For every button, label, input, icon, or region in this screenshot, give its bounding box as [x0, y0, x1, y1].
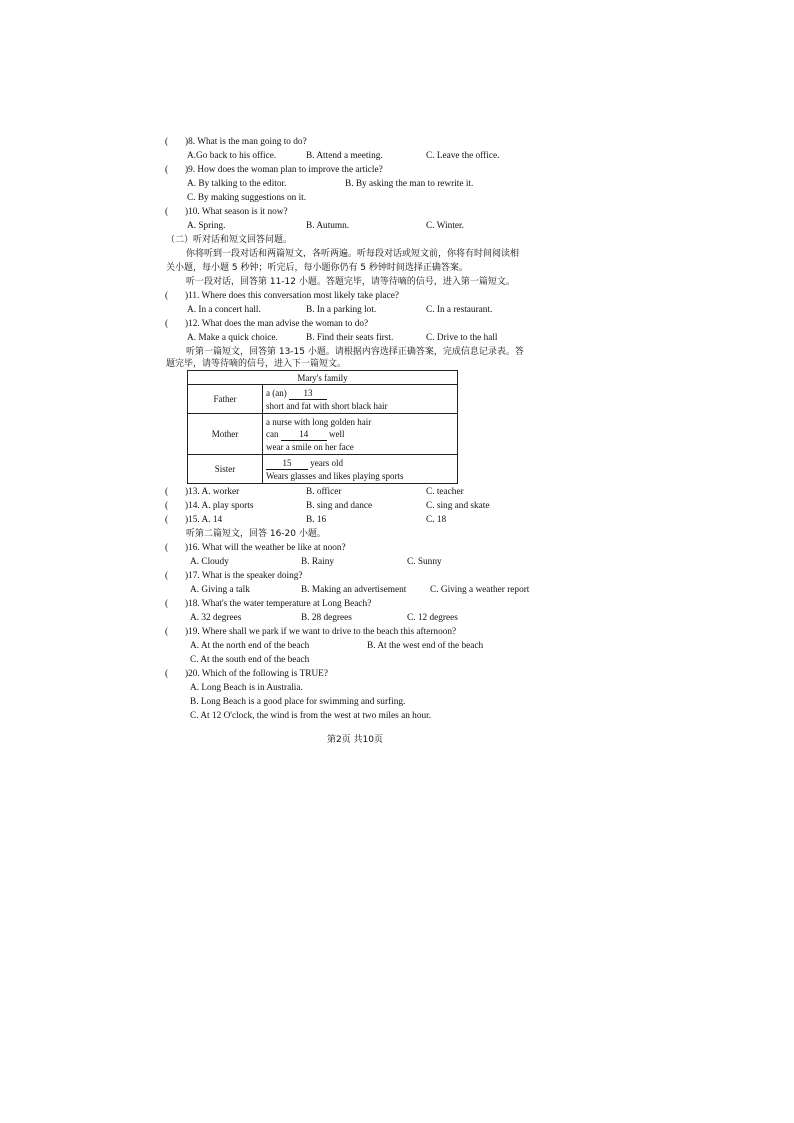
question-16-option-c: C. Sunny — [407, 557, 442, 567]
mother-label: Mother — [188, 414, 263, 455]
question-17-option-b: B. Making an advertisement — [301, 585, 407, 595]
question-17-stem: )17. What is the speaker doing? — [185, 571, 303, 581]
answer-paren: ( — [165, 669, 169, 679]
father-cell — [263, 385, 458, 414]
question-8-stem: )8. What is the man going to do? — [185, 137, 307, 147]
question-8-option-a: A.Go back to his office. — [187, 151, 277, 161]
question-10-stem: )10. What season is it now? — [185, 207, 288, 217]
question-19-stem: )19. Where shall we park if we want to drive to the beach this afternoon? — [185, 627, 457, 637]
question-8-option-c: C. Leave the office. — [426, 151, 500, 161]
question-16-option-b: B. Rainy — [301, 557, 335, 567]
question-20-option-b: B. Long Beach is a good place for swimming and surfing. — [190, 697, 406, 707]
blank-15: 15 — [266, 457, 308, 470]
question-10-option-c: C. Winter. — [426, 221, 464, 231]
blank-14: 14 — [281, 428, 327, 441]
question-20-option-a: A. Long Beach is in Australia. — [190, 683, 303, 693]
question-11-option-c: C. In a restaurant. — [426, 305, 493, 315]
question-12-option-b: B. Find their seats first. — [306, 333, 394, 343]
mother-line1: a nurse with long golden hair — [266, 416, 372, 427]
blank-13: 13 — [289, 387, 327, 400]
answer-paren: ( — [165, 137, 169, 147]
mother-line2-prefix: can — [266, 428, 279, 439]
question-20-stem: )20. Which of the following is TRUE? — [185, 669, 328, 679]
question-13-stem: )13. A. worker — [185, 487, 240, 497]
question-18-option-c: C. 12 degrees — [407, 613, 458, 623]
question-19-option-b: B. At the west end of the beach — [367, 641, 484, 651]
answer-paren: ( — [165, 599, 169, 609]
section-instruction-line1: 你将听到一段对话和两篇短文，各听两遍。听每段对话或短文前，你将有时间阅读相 — [186, 249, 520, 259]
answer-paren: ( — [165, 487, 169, 497]
question-11-option-a: A. In a concert hall. — [187, 305, 261, 315]
passage1-instruction-line1: 听第一篇短文，回答第 13-15 小题。请根据内容选择正确答案，完成信息记录表。答 — [186, 347, 524, 357]
answer-paren: ( — [165, 543, 169, 553]
question-10-option-b: B. Autumn. — [306, 221, 350, 231]
table-title: Mary's family — [188, 371, 458, 385]
answer-paren: ( — [165, 291, 169, 301]
mother-line2-suffix: well — [329, 428, 345, 439]
question-12-option-a: A. Make a quick choice. — [187, 333, 278, 343]
mother-line3: wear a smile on her face — [266, 441, 354, 452]
question-16-stem: )16. What will the weather be like at noon? — [185, 543, 346, 553]
sister-cell — [263, 455, 458, 484]
question-15-option-b: B. 16 — [306, 515, 327, 525]
question-17-option-c: C. Giving a weather report — [430, 585, 530, 595]
question-16-option-a: A. Cloudy — [190, 557, 229, 567]
sister-line1-suffix: years old — [310, 457, 343, 468]
question-14-option-b: B. sing and dance — [306, 501, 373, 511]
question-17-option-a: A. Giving a talk — [190, 585, 250, 595]
question-18-option-a: A. 32 degrees — [190, 613, 242, 623]
answer-paren: ( — [165, 627, 169, 637]
question-20-option-c: C. At 12 O'clock, the wind is from the west at two miles an hour. — [190, 711, 432, 721]
answer-paren: ( — [165, 501, 169, 511]
question-12-option-c: C. Drive to the hall — [426, 333, 498, 343]
question-9-option-a: A. By talking to the editor. — [187, 179, 287, 189]
question-19-option-a: A. At the north end of the beach — [190, 641, 310, 651]
page-footer: 第2页 共10页 — [326, 735, 384, 745]
answer-paren: ( — [165, 571, 169, 581]
answer-paren: ( — [165, 207, 169, 217]
question-12-stem: )12. What does the man advise the woman to do? — [185, 319, 369, 329]
question-15-option-c: C. 18 — [426, 515, 447, 525]
question-10-option-a: A. Spring. — [187, 221, 226, 231]
sister-line2: Wears glasses and likes playing sports — [266, 470, 404, 481]
answer-paren: ( — [165, 515, 169, 525]
question-15-stem: )15. A. 14 — [185, 515, 223, 525]
passage1-instruction-line2: 题完毕，请等待嘀的信号，进入下一篇短文。 — [166, 359, 347, 369]
question-14-stem: )14. A. play sports — [185, 501, 254, 511]
father-line2: short and fat with short black hair — [266, 400, 388, 411]
mother-cell — [263, 414, 458, 455]
info-record-table — [187, 370, 458, 484]
question-11-option-b: B. In a parking lot. — [306, 305, 377, 315]
question-13-option-c: C. teacher — [426, 487, 464, 497]
question-14-option-c: C. sing and skate — [426, 501, 490, 511]
question-19-option-c: C. At the south end of the beach — [190, 655, 310, 665]
father-label: Father — [188, 385, 263, 414]
answer-paren: ( — [165, 319, 169, 329]
question-18-option-b: B. 28 degrees — [301, 613, 352, 623]
section-heading: （二）听对话和短文回答问题。 — [166, 235, 293, 245]
section-instruction-line2: 关小题，每小题 5 秒钟；听完后，每小题你仍有 5 秒钟时间选择正确答案。 — [166, 263, 468, 273]
sister-label: Sister — [188, 455, 263, 484]
question-9-option-b: B. By asking the man to rewrite it. — [345, 179, 474, 189]
dialogue-instruction: 听一段对话，回答第 11-12 小题。答题完毕，请等待嘀的信号，进入第一篇短文。 — [186, 277, 515, 287]
question-18-stem: )18. What's the water temperature at Long Beach? — [185, 599, 372, 609]
question-9-stem: )9. How does the woman plan to improve the article? — [185, 165, 383, 175]
question-11-stem: )11. Where does this conversation most likely take place? — [185, 291, 400, 301]
question-9-option-c: C. By making suggestions on it. — [187, 193, 307, 203]
answer-paren: ( — [165, 165, 169, 175]
question-8-option-b: B. Attend a meeting. — [306, 151, 383, 161]
father-line1-prefix: a (an) — [266, 387, 287, 398]
question-13-option-b: B. officer — [306, 487, 342, 497]
passage2-instruction: 听第二篇短文，回答 16-20 小题。 — [186, 529, 326, 539]
